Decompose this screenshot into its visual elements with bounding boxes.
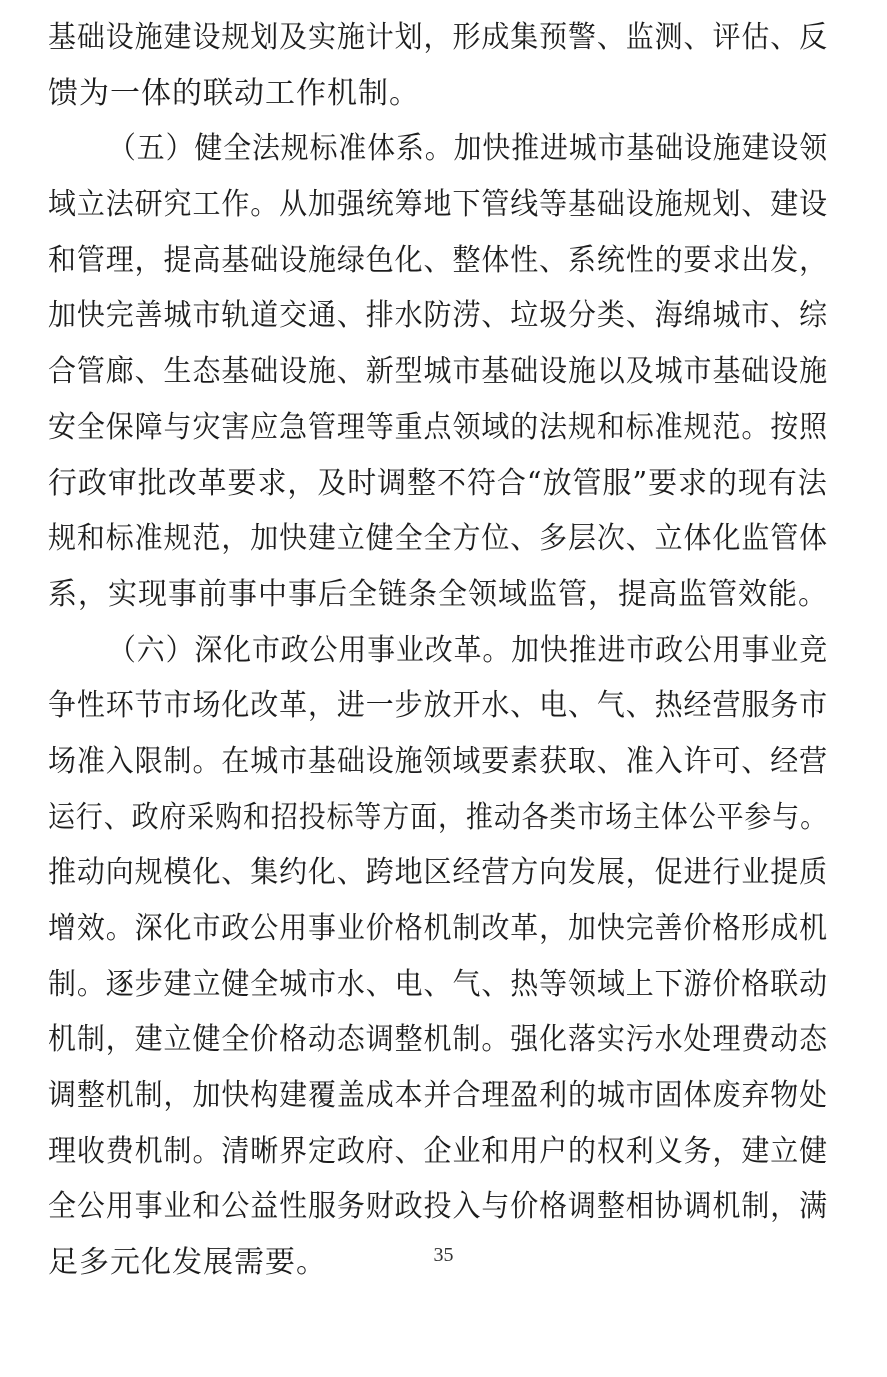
body-line: 理收费机制。清晰界定政府、企业和用户的权利义务，建立健 xyxy=(48,1133,828,1169)
body-line: 足多元化发展需要。 xyxy=(48,1245,327,1281)
body-line: 制。逐步建立健全城市水、电、气、热等领域上下游价格联动 xyxy=(48,966,828,1002)
body-line: 馈为一体的联动工作机制。 xyxy=(48,75,420,111)
body-line: 全公用事业和公益性服务财政投入与价格调整相协调机制，满 xyxy=(48,1189,828,1225)
section-heading-line: （五）健全法规标准体系。加快推进城市基础设施建设领 xyxy=(108,131,828,167)
body-line: 争性环节市场化改革，进一步放开水、电、气、热经营服务市 xyxy=(48,688,828,724)
body-line: 推动向规模化、集约化、跨地区经营方向发展，促进行业提质 xyxy=(48,855,828,891)
body-line: 运行、政府采购和招投标等方面，推动各类市场主体公平参与。 xyxy=(48,799,828,835)
section-heading-line: （六）深化市政公用事业改革。加快推进市政公用事业竞 xyxy=(108,632,828,668)
body-line: 基础设施建设规划及实施计划，形成集预警、监测、评估、反 xyxy=(48,20,828,55)
body-line: 调整机制，加快构建覆盖成本并合理盈利的城市固体废弃物处 xyxy=(48,1078,828,1114)
body-line: 行政审批改革要求，及时调整不符合“放管服”要求的现有法 xyxy=(48,465,828,501)
body-line: 规和标准规范，加快建立健全全方位、多层次、立体化监管体 xyxy=(48,521,828,557)
body-line: 合管廊、生态基础设施、新型城市基础设施以及城市基础设施 xyxy=(48,354,828,390)
body-line: 机制，建立健全价格动态调整机制。强化落实污水处理费动态 xyxy=(48,1022,828,1058)
body-line: 系，实现事前事中事后全链条全领域监管，提高监管效能。 xyxy=(48,576,828,612)
body-line: 域立法研究工作。从加强统筹地下管线等基础设施规划、建设 xyxy=(48,187,828,223)
body-line: 场准入限制。在城市基础设施领域要素获取、准入许可、经营 xyxy=(48,743,828,779)
body-line: 安全保障与灾害应急管理等重点领域的法规和标准规范。按照 xyxy=(48,409,828,445)
body-line: 和管理，提高基础设施绿色化、整体性、系统性的要求出发， xyxy=(48,242,828,278)
page-number: 35 xyxy=(433,1244,454,1266)
body-line: 增效。深化市政公用事业价格机制改革，加快完善价格形成机 xyxy=(48,911,828,946)
body-line: 加快完善城市轨道交通、排水防涝、垃圾分类、海绵城市、综 xyxy=(48,298,828,334)
document-body xyxy=(48,10,828,1291)
